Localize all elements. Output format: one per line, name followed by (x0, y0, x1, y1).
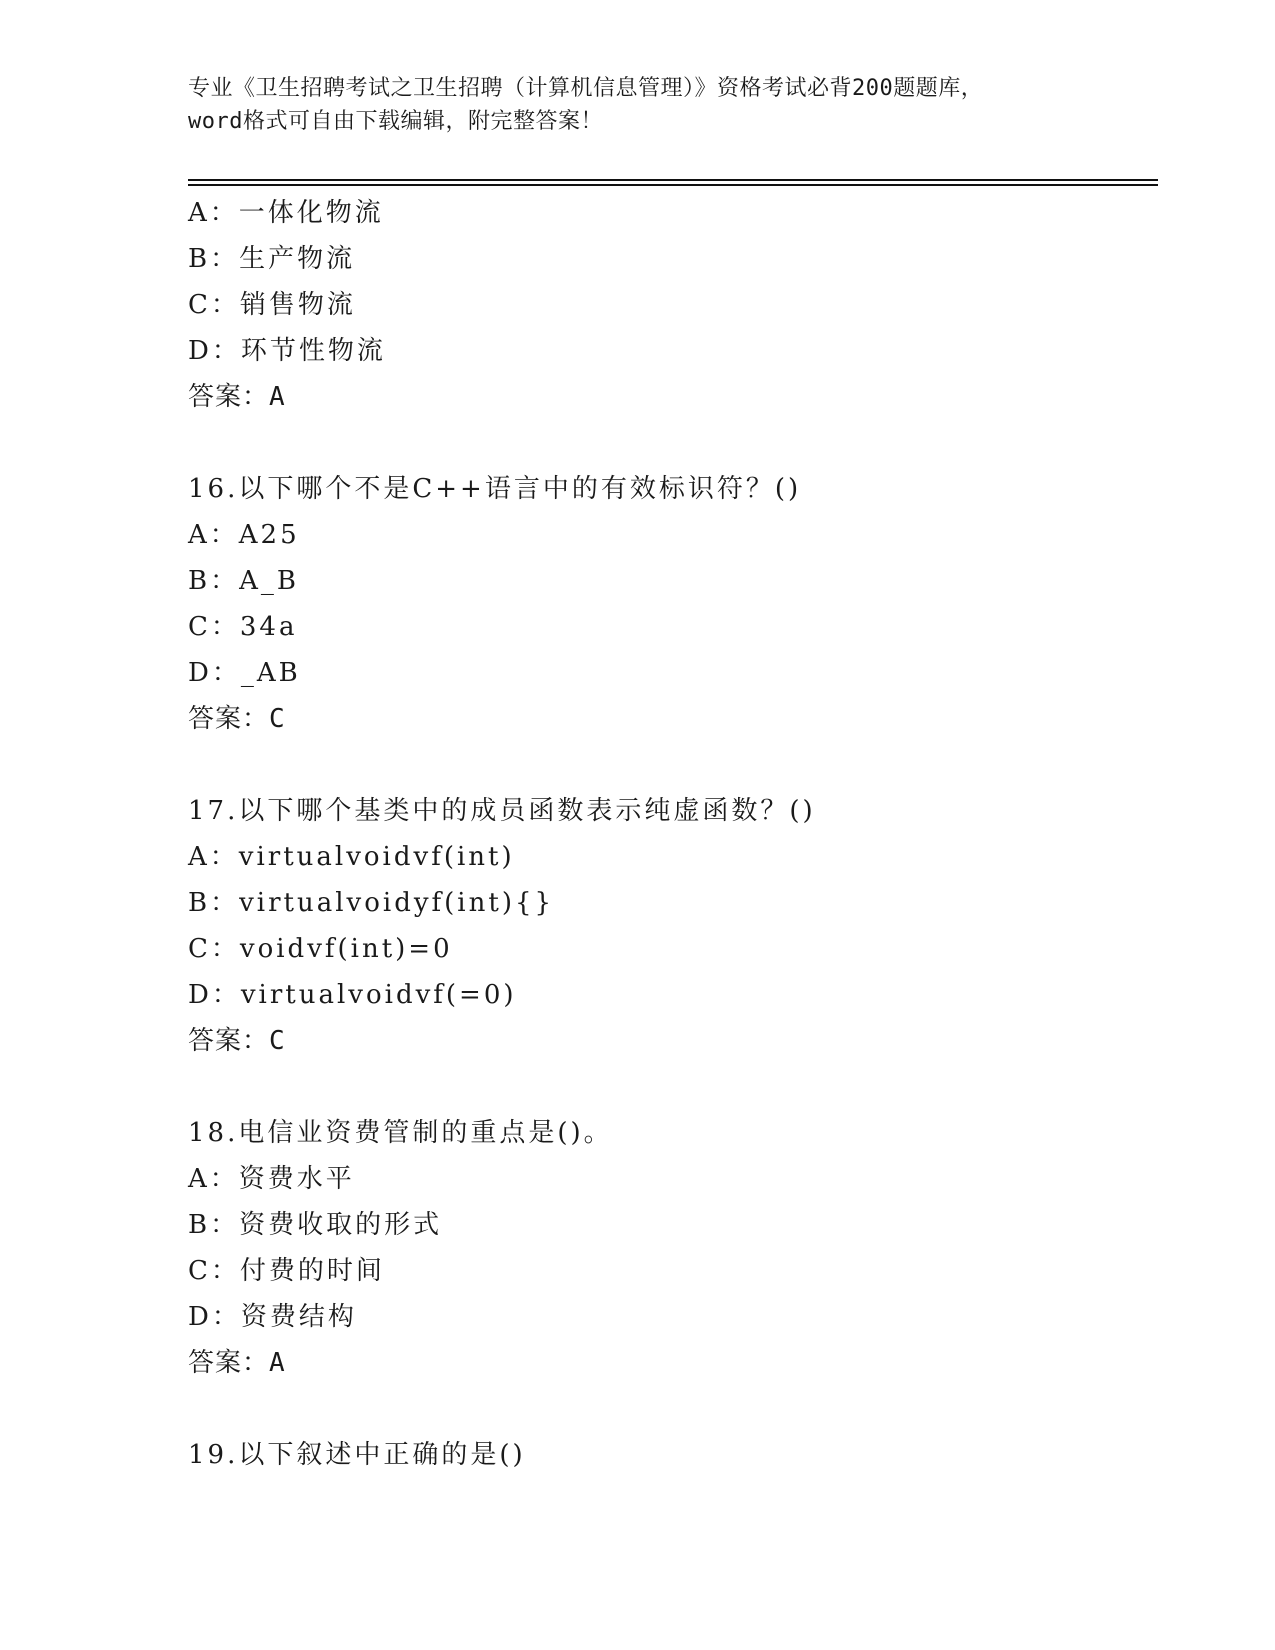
answer: 答案：C (188, 1026, 286, 1056)
question-text: 18.电信业资费管制的重点是()。 (188, 1118, 613, 1148)
spacer (188, 1064, 1148, 1110)
option-d: D：资费结构 (188, 1302, 357, 1332)
option-a: A：virtualvoidvf(int) (188, 842, 515, 872)
option-b: B：virtualvoidyf(int){} (188, 888, 555, 918)
question-18-block (188, 1110, 1148, 1386)
option-c: C：销售物流 (188, 290, 356, 320)
option-b: B：A_B (188, 566, 299, 596)
option-b: B：资费收取的形式 (188, 1210, 443, 1240)
question-text: 17.以下哪个基类中的成员函数表示纯虚函数？() (188, 796, 816, 826)
question-17-block (188, 788, 1148, 1064)
header-line-2: word格式可自由下载编辑，附完整答案！ (188, 109, 603, 134)
header-divider-top (188, 179, 1158, 181)
option-d: D：virtualvoidvf(=0) (188, 980, 517, 1010)
option-a: A：资费水平 (188, 1164, 355, 1194)
question-text: 16.以下哪个不是C++语言中的有效标识符？() (188, 474, 802, 504)
option-a: A：一体化物流 (188, 198, 384, 228)
spacer (188, 742, 1148, 788)
answer: 答案：A (188, 382, 286, 412)
question-19-block (188, 1432, 1148, 1478)
answer: 答案：A (188, 1348, 286, 1378)
question-list (188, 190, 1148, 1478)
question-15-block (188, 190, 1148, 420)
spacer (188, 420, 1148, 466)
answer: 答案：C (188, 704, 286, 734)
option-b: B：生产物流 (188, 244, 356, 274)
option-c: C：34a (188, 612, 298, 642)
option-d: D：_AB (188, 658, 301, 688)
spacer (188, 1386, 1148, 1432)
header-line-1: 专业《卫生招聘考试之卫生招聘（计算机信息管理）》资格考试必背200题题库， (188, 76, 984, 101)
document-header (188, 72, 1088, 138)
question-16-block (188, 466, 1148, 742)
option-c: C：voidvf(int)=0 (188, 934, 453, 964)
question-text: 19.以下叙述中正确的是() (188, 1440, 526, 1470)
option-c: C：付费的时间 (188, 1256, 385, 1286)
header-divider-bottom (188, 184, 1158, 186)
option-d: D：环节性物流 (188, 336, 386, 366)
option-a: A：A25 (188, 520, 300, 550)
